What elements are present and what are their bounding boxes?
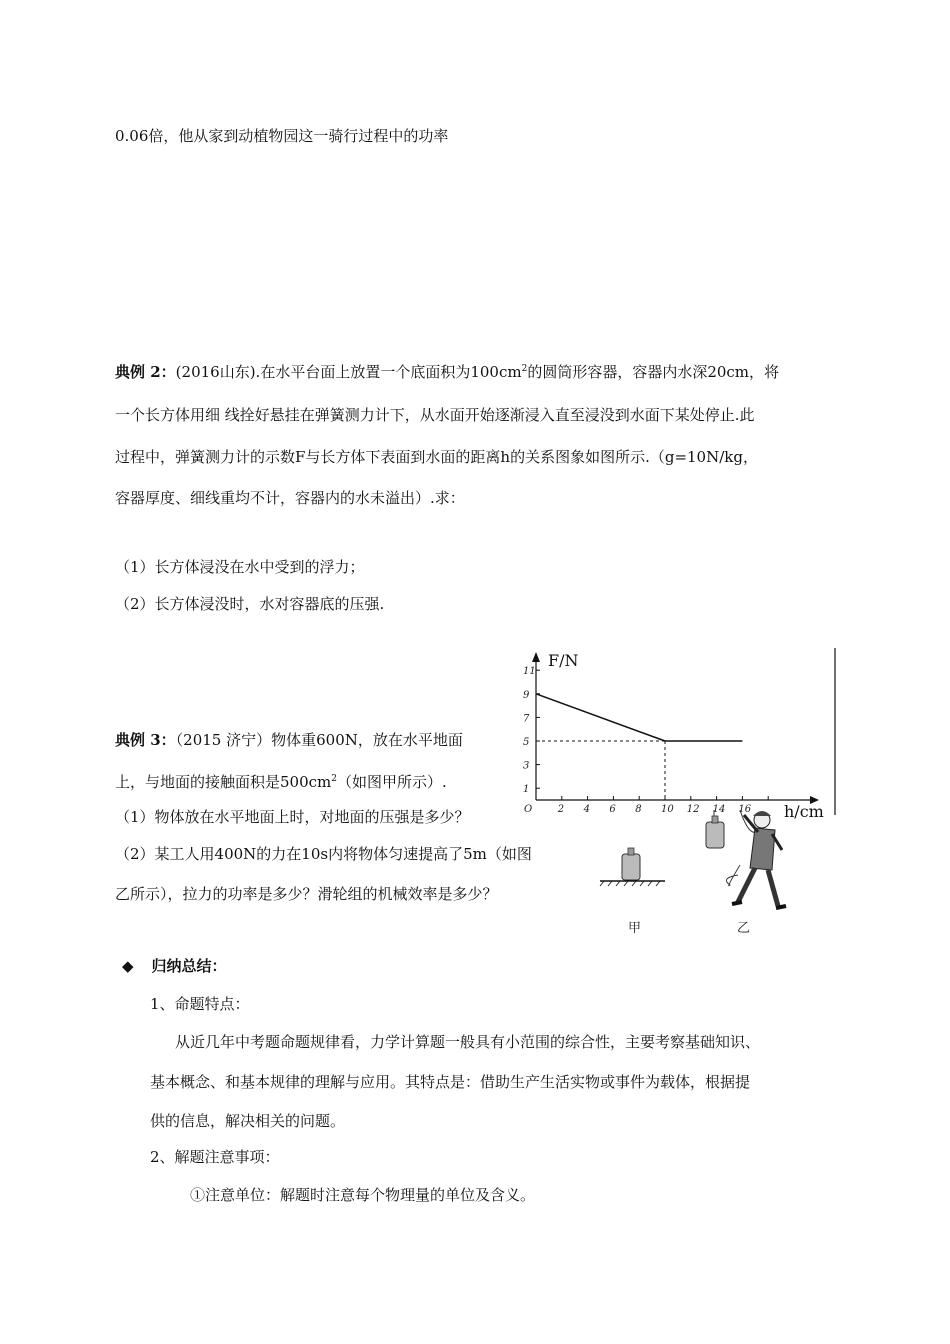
example3-first-line: [115, 730, 463, 750]
x-tick-label: 2: [557, 804, 565, 815]
example3-question-2-cont: 乙所示），拉力的功率是多少？滑轮组的机械效率是多少？: [115, 885, 498, 903]
x-tick-label: 8: [635, 804, 642, 815]
x-tick-label: 6: [609, 804, 616, 815]
y-tick-label: 11: [523, 666, 536, 678]
section2-item-1: ①注意单位：解题时注意每个物理量的单位及含义。: [190, 1186, 536, 1204]
example3-label: 典例 3：: [115, 731, 176, 749]
example3-sup: 2: [331, 774, 337, 784]
force-depth-chart: [520, 640, 840, 820]
y-tick-label: 7: [523, 713, 530, 725]
section1-para-line-3: 供的信息，解决相关的问题。: [150, 1112, 346, 1130]
example2-sup: 2: [521, 364, 528, 374]
x-tick-label: 4: [583, 804, 590, 815]
example3-question-2: （2）某工人用400N的力在10s内将物体匀速提高了5m（如图: [115, 845, 532, 863]
diamond-bullet-icon: ◆: [122, 957, 134, 975]
summary-title: 归纳总结：: [151, 957, 227, 975]
figure-label-jia: 甲: [628, 921, 642, 936]
pulley-figures: [590, 810, 790, 940]
example3-line-2-b: （如图甲所示）.: [337, 773, 447, 791]
example2-line-2: 一个长方体用细 线拴好悬挂在弹簧测力计下，从水面开始逐渐浸入直至浸没到水面下某处停止.此: [115, 406, 755, 424]
x-axis-label: h/cm: [784, 802, 824, 820]
example2-text-b: 的圆筒形容器，容器内水深20cm，将: [527, 363, 780, 381]
summary-heading: [122, 956, 227, 976]
section1-para-line-1: 从近几年中考题命题规律看，力学计算题一般具有小范围的综合性，主要考察基础知识、: [175, 1033, 761, 1051]
example2-question-1: （1）长方体浸没在水中受到的浮力；: [115, 558, 365, 576]
example2-text-a: (2016山东).在水平台面上放置一个底面积为100cm: [175, 363, 522, 381]
y-axis-label: F/N: [548, 651, 579, 670]
text-line-1: 0.06倍，他从家到动植物园这一骑行过程中的功率: [115, 127, 449, 145]
example2-label: 典例 2：: [115, 363, 176, 381]
series-segment: [536, 694, 665, 741]
example2-question-2: （2）长方体浸没时，水对容器底的压强.: [115, 595, 385, 613]
example3-question-1: （1）物体放在水平地面上时，对地面的压强是多少？: [115, 808, 470, 826]
example3-line-2-a: 上，与地面的接触面积是500cm: [115, 773, 332, 791]
example2-line-3: 过程中，弹簧测力计的示数F与长方体下表面到水面的距离h的关系图象如图所示.（g=10N/kg，: [115, 448, 758, 466]
x-tick-label: 16: [738, 804, 752, 815]
y-tick-label: 5: [523, 737, 530, 748]
origin-label: O: [524, 804, 533, 815]
y-tick-label: 3: [523, 760, 530, 772]
y-axis-arrow: [532, 652, 540, 662]
y-tick-label: 1: [523, 784, 530, 796]
figure-yi-worker: [706, 810, 786, 908]
example2-line-4: 容器厚度、细线重均不计，容器内的水未溢出）.求：: [115, 489, 465, 507]
example2-first-line: [115, 362, 779, 382]
example3-line-2: [115, 772, 447, 792]
x-tick-label: 14: [712, 804, 726, 815]
section1-para-line-2: 基本概念、和基本规律的理解与应用。其特点是：借助生产生活实物或事件为载体，根据提: [150, 1073, 751, 1091]
section1-title: 1、命题特点：: [150, 995, 250, 1013]
example3-text-a: （2015 济宁）物体重600N，放在水平地面: [175, 731, 463, 749]
y-tick-label: 9: [523, 689, 530, 701]
x-tick-label: 12: [686, 804, 700, 815]
figure-jia-weight: [600, 848, 665, 886]
figure-label-yi: 乙: [737, 921, 751, 936]
x-tick-label: 10: [661, 804, 674, 815]
section2-title: 2、解题注意事项：: [150, 1148, 280, 1166]
